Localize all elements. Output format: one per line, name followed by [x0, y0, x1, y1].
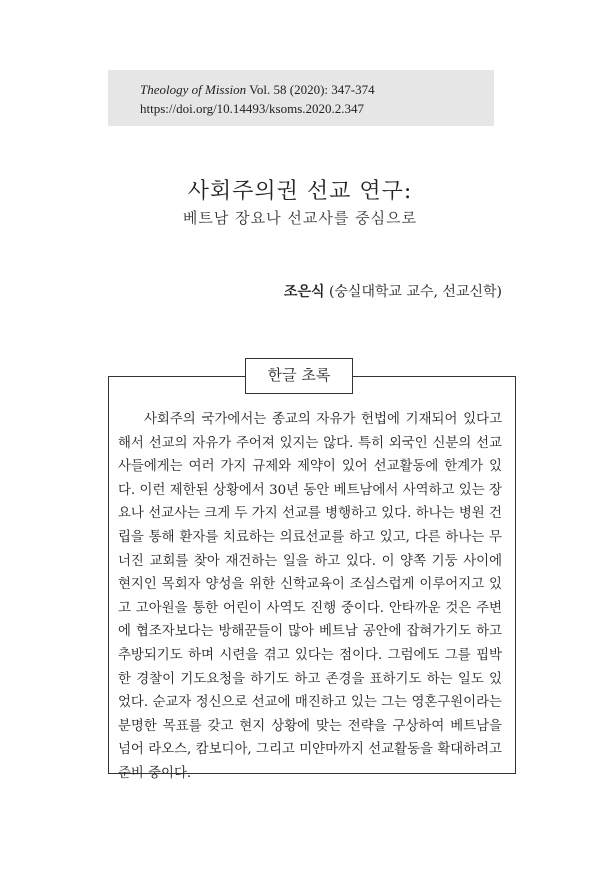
article-title: 사회주의권 선교 연구: — [187, 179, 413, 204]
journal-citation-box — [108, 70, 494, 126]
abstract-heading: 한글 초록 — [245, 358, 353, 394]
abstract-body: 사회주의 국가에서는 종교의 자유가 헌법에 기재되어 있다고 해서 선교의 자유가 주어져 있지는 않다. 특히 외국인 신분의 선교사들에게는 여러 가지 규제와 제약이 있어 선교활동에 한계가 있다. 이런 제한된 상황에서 30년 동안 베트남에서 사역하고 있는 장요나 선교사는 크게 두 가지 선교를 병행하고 있다. 하나는 병원 건립을 통해 환자를 치료하는 의료선교를 하고 있고, 다른 하나는 무너진 교회를 찾아 재건하는 일을 하고 있다. 이 양쪽 기둥 사이에 현지인 목회자 양성을 위한 신학교육이 조심스럽게 이루어지고 있고 고아원을 통한 어린이 사역도 진행 중이다. 안타까운 것은 주변에 협조자보다는 방해꾼들이 많아 베트남 공안에 잡혀가기도 하고 추방되기도 하며 시련을 겪고 있다는 점이다. 그럼에도 그를 핍박한 경찰이 기도요청을 하기도 하고 존경을 표하기도 하는 일도 있었다. 순교자 정신으로 선교에 매진하고 있는 그는 영혼구원이라는 분명한 목표를 갖고 현지 상황에 맞는 전략을 구상하여 베트남을 넘어 라오스, 캄보디아, 그리고 미얀마까지 선교활동을 확대하려고 준비 중이다. — [118, 412, 502, 781]
journal-citation-line — [140, 80, 494, 99]
journal-doi[interactable]: https://doi.org/10.14493/ksoms.2020.2.347 — [140, 101, 365, 116]
author-affiliation: (숭실대학교 교수, 선교신학) — [324, 284, 502, 300]
journal-name: Theology of Mission — [140, 82, 247, 97]
author-name: 조은식 — [283, 284, 325, 300]
journal-volume-pages: Vol. 58 (2020): 347-374 — [246, 82, 375, 97]
article-subtitle: 베트남 장요나 선교사를 중심으로 — [182, 209, 418, 227]
author-line — [284, 281, 502, 301]
